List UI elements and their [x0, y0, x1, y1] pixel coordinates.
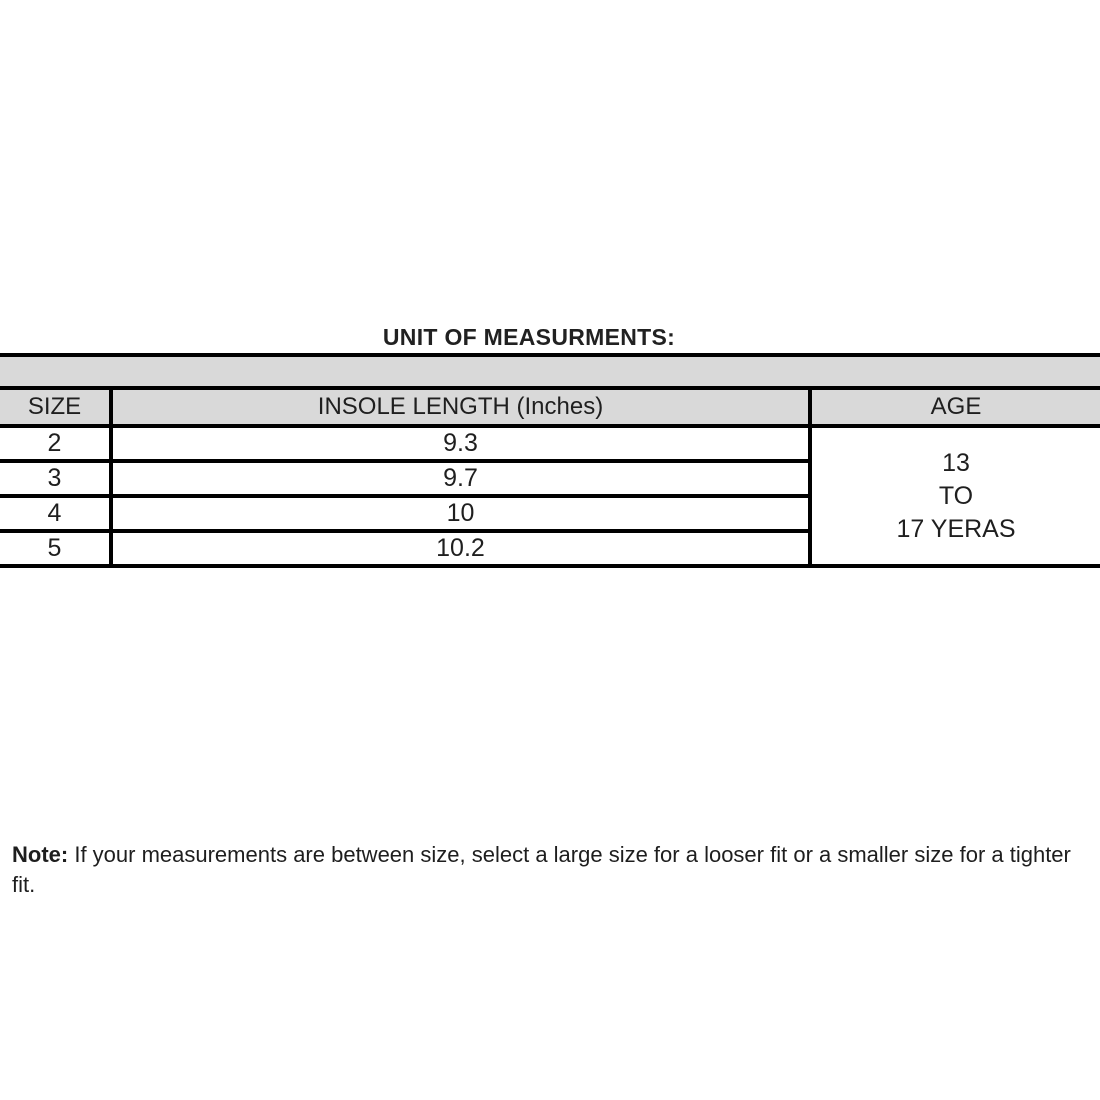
age-line-2: TO — [938, 481, 974, 510]
note-body: If your measurements are between size, select a large size for a looser fit or a smaller size for a tighter fit. — [12, 842, 1071, 897]
insole-value: 9.3 — [111, 426, 810, 461]
header-insole-length: INSOLE LENGTH (Inches) — [111, 388, 810, 426]
insole-value: 10 — [111, 496, 810, 531]
note-label: Note: — [12, 842, 69, 867]
insole-value: 9.7 — [111, 461, 810, 496]
empty-band-cell — [0, 355, 1100, 388]
note-text-block — [12, 840, 1092, 900]
table-row — [0, 426, 1100, 461]
size-value: 2 — [0, 426, 111, 461]
empty-gray-band-row — [0, 355, 1100, 388]
insole-value: 10.2 — [111, 531, 810, 566]
size-chart-table — [0, 353, 1100, 568]
page-title: UNIT OF MEASURMENTS: — [382, 324, 676, 350]
age-line-1: 13 — [942, 448, 970, 477]
size-value: 4 — [0, 496, 111, 531]
age-line-3: 17 YERAS — [896, 514, 1016, 543]
header-age: AGE — [810, 388, 1100, 426]
table-header-row — [0, 388, 1100, 426]
size-value: 5 — [0, 531, 111, 566]
age-merged-cell — [810, 426, 1100, 566]
header-size: SIZE — [0, 388, 111, 426]
size-value: 3 — [0, 461, 111, 496]
